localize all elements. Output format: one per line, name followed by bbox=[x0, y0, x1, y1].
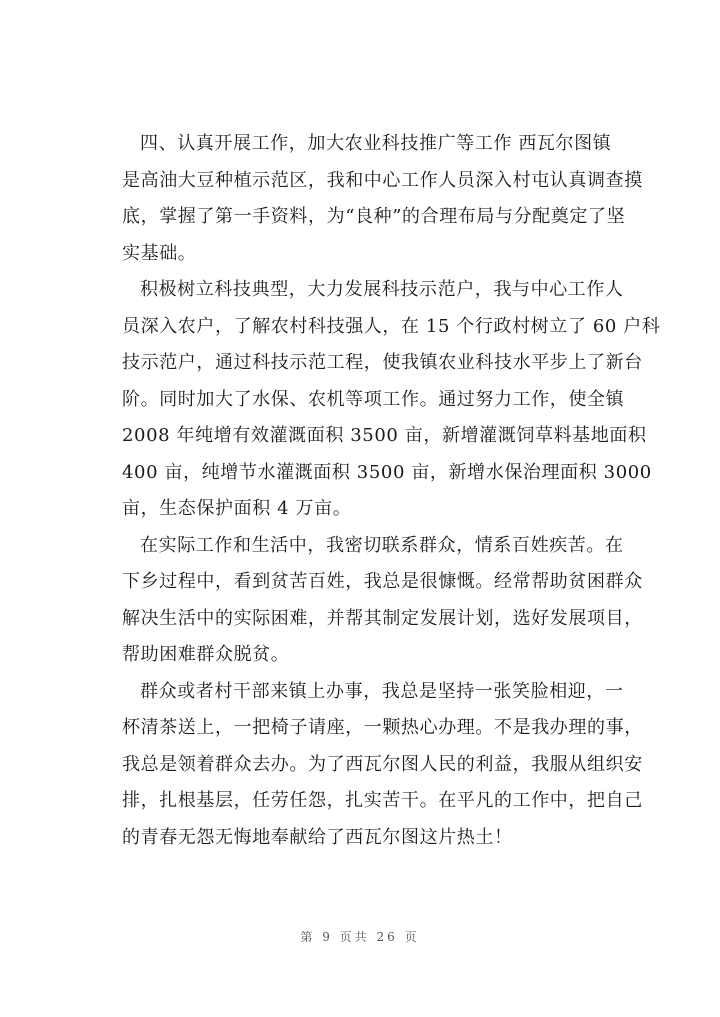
paragraph-3 bbox=[122, 528, 643, 674]
text-line: 员深入农户，了解农村科技强人，在 15 个行政村树立了 60 户科 bbox=[122, 315, 661, 337]
paragraph-1 bbox=[122, 126, 643, 272]
text-line: 积极树立科技典型，大力发展科技示范户，我与中心工作人 bbox=[140, 279, 624, 300]
text-line: 阶。同时加大了水保、农机等项工作。通过努力工作，使全镇 bbox=[122, 388, 625, 410]
text-line: 技示范户，通过科技示范工程，使我镇农业科技水平步上了新台 bbox=[122, 352, 643, 373]
text-line: 解决生活中的实际困难，并帮其制定发展计划，选好发展项目， bbox=[122, 607, 643, 629]
text-line: 在实际工作和生活中，我密切联系群众，情系百姓疾苦。在 bbox=[140, 534, 624, 556]
text-line: 400 亩，纯增节水灌溉面积 3500 亩，新增水保治理面积 3000 bbox=[122, 461, 652, 483]
text-line: 实基础。 bbox=[122, 242, 197, 264]
text-line: 是高油大豆种植示范区，我和中心工作人员深入村屯认真调查摸 bbox=[122, 169, 643, 191]
text-line: 我总是领着群众去办。为了西瓦尔图人民的利益，我服从组织安 bbox=[122, 753, 643, 775]
text-line: 四、认真开展工作，加大农业科技推广等工作 西瓦尔图镇 bbox=[140, 133, 612, 154]
text-line: 的青春无怨无悔地奉献给了西瓦尔图这片热土！ bbox=[122, 826, 513, 848]
document-body bbox=[122, 126, 661, 856]
text-line: 2008 年纯增有效灌溉面积 3500 亩，新增灌溉饲草料基地面积 bbox=[122, 425, 647, 446]
text-line: 杯清茶送上，一把椅子请座，一颗热心办理。不是我办理的事， bbox=[122, 717, 643, 738]
paragraph-4 bbox=[122, 674, 643, 857]
text-line: 底，掌握了第一手资料，为“良种”的合理布局与分配奠定了坚 bbox=[122, 206, 626, 227]
text-line: 亩，生态保护面积 4 万亩。 bbox=[122, 498, 352, 519]
text-line: 下乡过程中，看到贫苦百姓，我总是很慷慨。经常帮助贫困群众 bbox=[122, 571, 643, 592]
text-line: 排，扎根基层，任劳任怨，扎实苦干。在平凡的工作中，把自己 bbox=[122, 790, 643, 811]
text-line: 帮助困难群众脱贫。 bbox=[122, 644, 290, 665]
page-footer: 第 9 页共 26 页 bbox=[300, 930, 420, 944]
text-line: 群众或者村干部来镇上办事，我总是坚持一张笑脸相迎，一 bbox=[140, 680, 624, 702]
paragraph-2 bbox=[122, 272, 661, 528]
